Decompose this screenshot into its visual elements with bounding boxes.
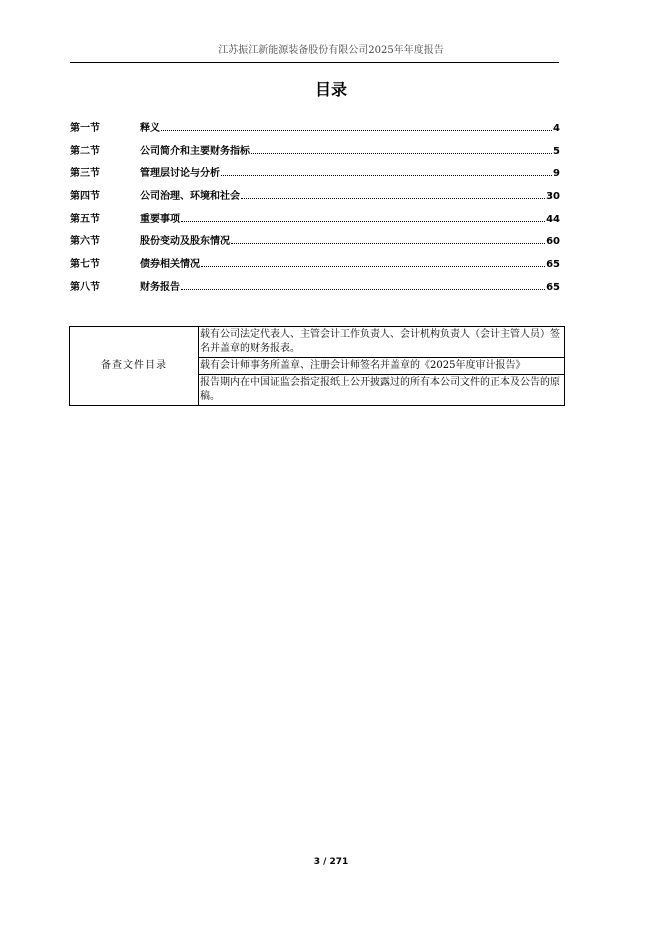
toc-entry[interactable] xyxy=(70,233,560,256)
toc-entry[interactable] xyxy=(70,188,560,211)
toc-section-number: 第四节 xyxy=(70,191,100,203)
toc-dot-leader xyxy=(161,120,552,131)
toc-dot-leader xyxy=(201,256,545,267)
reference-documents-label: 备查文件目录 xyxy=(70,327,199,406)
toc-page-number: 65 xyxy=(546,281,560,293)
toc-entry[interactable] xyxy=(70,143,560,166)
toc-page-number: 30 xyxy=(546,191,560,203)
toc-entry[interactable] xyxy=(70,279,560,302)
toc-section-title: 股份变动及股东情况 xyxy=(140,236,230,248)
toc-dot-leader xyxy=(181,279,545,290)
table-of-contents xyxy=(70,120,560,302)
report-header-title: 江苏振江新能源装备股份有限公司2025年年度报告 xyxy=(218,45,444,56)
toc-section-title: 公司治理、环境和社会 xyxy=(140,191,240,203)
toc-section-title: 债券相关情况 xyxy=(140,259,200,271)
toc-section-number: 第三节 xyxy=(70,168,100,180)
toc-section-title: 重要事项 xyxy=(140,213,180,225)
document-title: 目录 xyxy=(314,80,347,99)
reference-documents-table xyxy=(69,326,565,406)
toc-section-title: 财务报告 xyxy=(140,281,180,293)
toc-page-number: 9 xyxy=(553,168,560,180)
toc-page-number: 65 xyxy=(546,259,560,271)
toc-section-number: 第六节 xyxy=(70,236,100,248)
toc-page-number: 5 xyxy=(553,145,560,157)
toc-dot-leader xyxy=(241,188,545,199)
toc-entry[interactable] xyxy=(70,120,560,143)
toc-dot-leader xyxy=(251,143,552,154)
toc-section-number: 第二节 xyxy=(70,145,100,157)
reference-document-item: 载有会计师事务所盖章、注册会计师签名并盖章的《2025年度审计报告》 xyxy=(199,358,565,375)
toc-section-title: 管理层讨论与分析 xyxy=(140,168,220,180)
toc-entry[interactable] xyxy=(70,165,560,188)
toc-section-number: 第七节 xyxy=(70,259,100,271)
toc-entry[interactable] xyxy=(70,256,560,279)
reference-document-item: 报告期内在中国证监会指定报纸上公开披露过的所有本公司文件的正本及公告的原稿。 xyxy=(199,375,565,406)
toc-section-number: 第一节 xyxy=(70,123,100,134)
reference-document-item: 载有公司法定代表人、主管会计工作负责人、会计机构负责人（会计主管人员）签名并盖章的财务报表。 xyxy=(199,327,565,358)
header-divider xyxy=(70,62,559,63)
toc-page-number: 60 xyxy=(546,236,560,248)
page-indicator: 3 / 271 xyxy=(313,857,349,867)
toc-dot-leader xyxy=(231,233,545,244)
toc-section-title: 释义 xyxy=(140,123,160,134)
toc-dot-leader xyxy=(221,165,552,176)
toc-page-number: 44 xyxy=(546,213,560,225)
toc-section-number: 第五节 xyxy=(70,213,100,225)
toc-page-number: 4 xyxy=(553,123,560,134)
toc-entry[interactable] xyxy=(70,211,560,234)
toc-dot-leader xyxy=(181,211,545,222)
toc-section-title: 公司简介和主要财务指标 xyxy=(140,145,250,157)
toc-section-number: 第八节 xyxy=(70,281,100,293)
